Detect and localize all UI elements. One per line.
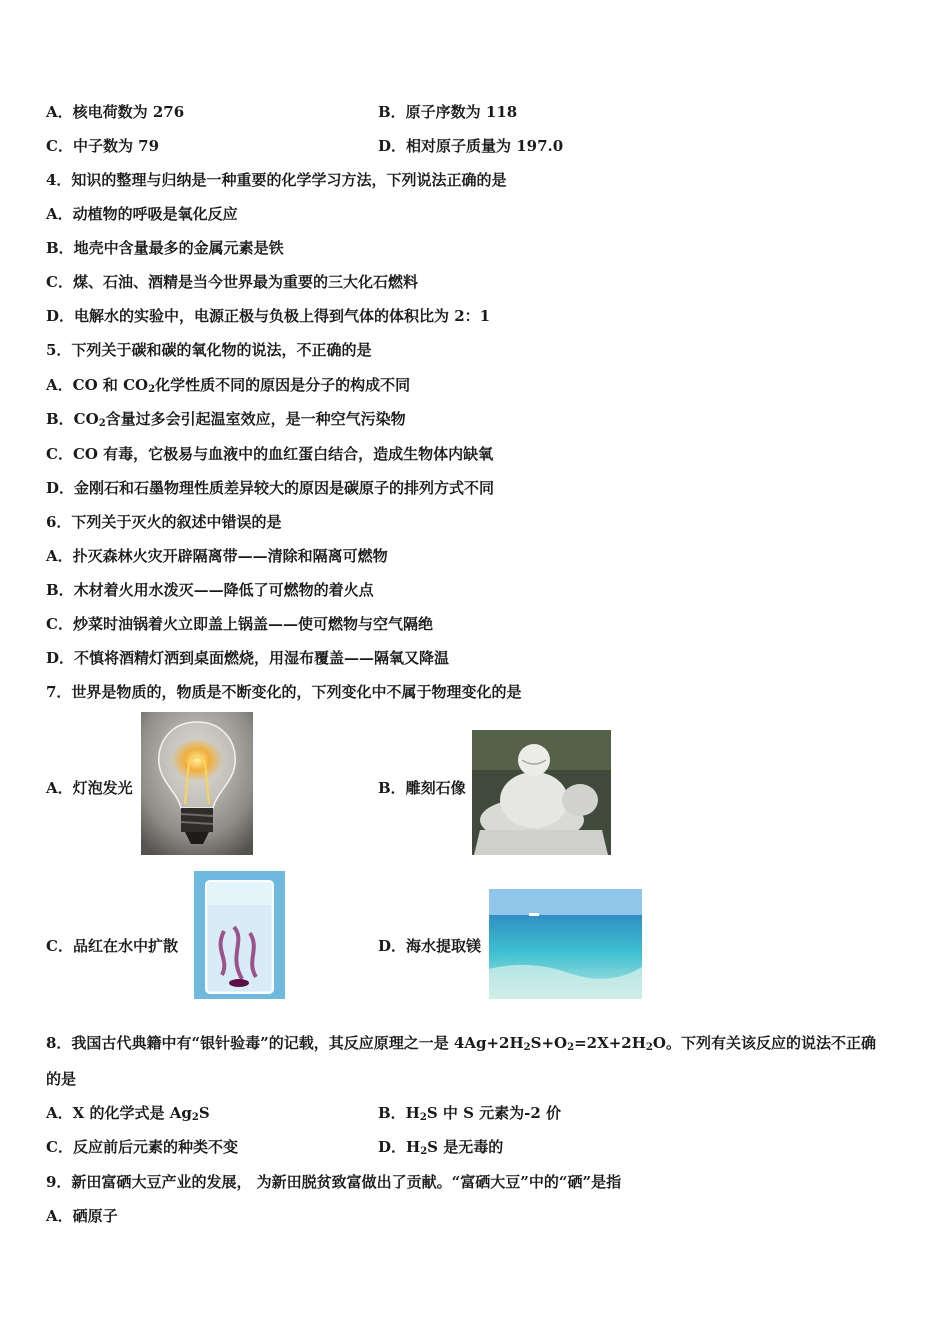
q3-option-a: A．核电荷数为 276 (46, 103, 185, 121)
q8-a-part2: S (198, 1104, 210, 1122)
q6-stem: 6．下列关于灭火的叙述中错误的是 (46, 513, 282, 531)
q8-option-c: C．反应前后元素的种类不变 (46, 1138, 238, 1156)
q8-option-a (46, 1103, 210, 1123)
q5-stem: 5．下列关于碳和碳的氧化物的说法，不正确的是 (46, 341, 372, 359)
q4-option-a: A．动植物的呼吸是氧化反应 (46, 205, 238, 223)
q9-stem: 9．新田富硒大豆产业的发展， 为新田脱贫致富做出了贡献。“富硒大豆”中的“硒”是指 (46, 1173, 622, 1191)
dye-diffusing-in-beaker-image (194, 871, 285, 999)
q8-b-part1: B．H (378, 1104, 420, 1122)
q6-option-b: B．木材着火用水泼灭——降低了可燃物的着火点 (46, 581, 374, 599)
q8-sub-h2s: 2 (523, 1042, 531, 1053)
q8-sub-o2: 2 (567, 1042, 575, 1053)
q8-stem-part2: S+O (530, 1034, 568, 1052)
q3-option-b: B．原子序数为 118 (378, 103, 518, 121)
q5-a-part2: 化学性质不同的原因是分子的构成不同 (155, 376, 411, 394)
q4-option-d: D．电解水的实验中，电源正极与负极上得到气体的体积比为 2：1 (46, 307, 491, 325)
q8-sub-h2o: 2 (645, 1042, 653, 1053)
q7-option-a: A．灯泡发光 (46, 779, 133, 797)
q6-option-d: D．不慎将酒精灯洒到桌面燃烧，用湿布覆盖——隔氧又降温 (46, 649, 450, 667)
q8-stem-part3: =2X+2H (574, 1034, 646, 1052)
q8-b-part2: S 中 S 元素为-2 价 (426, 1104, 562, 1122)
q4-option-b: B．地壳中含量最多的金属元素是铁 (46, 239, 284, 257)
q5-a-sub: 2 (148, 384, 156, 395)
q5-b-sub: 2 (98, 418, 106, 429)
q6-option-c: C．炒菜时油锅着火立即盖上锅盖——使可燃物与空气隔绝 (46, 615, 433, 633)
q6-option-a: A．扑灭森林火灾开辟隔离带——清除和隔离可燃物 (46, 547, 388, 565)
q8-stem-continued: 的是 (46, 1070, 77, 1088)
q5-option-b (46, 409, 406, 429)
q5-option-a (46, 375, 410, 395)
q5-option-d: D．金刚石和石墨物理性质差异较大的原因是碳原子的排列方式不同 (46, 479, 495, 497)
light-bulb-image (141, 712, 253, 855)
q8-d-part2: S 是无毒的 (427, 1138, 504, 1156)
q7-option-d: D．海水提取镁 (378, 937, 482, 955)
stone-buddha-statue-image (472, 730, 611, 855)
q7-stem: 7．世界是物质的，物质是不断变化的，下列变化中不属于物理变化的是 (46, 683, 522, 701)
q8-b-sub: 2 (419, 1112, 427, 1123)
q8-stem-part4: O。下列有关该反应的说法不正确 (652, 1034, 876, 1052)
q8-a-sub: 2 (191, 1112, 199, 1123)
q8-a-part1: A．X 的化学式是 Ag (46, 1104, 192, 1122)
q5-a-part1: A．CO 和 CO (46, 376, 149, 394)
q3-option-d: D．相对原子质量为 197.0 (378, 137, 564, 155)
q3-option-c: C．中子数为 79 (46, 137, 160, 155)
q9-option-a: A．硒原子 (46, 1207, 118, 1225)
q8-option-b (378, 1103, 561, 1123)
q4-stem: 4．知识的整理与归纳是一种重要的化学学习方法，下列说法正确的是 (46, 171, 507, 189)
q8-d-part1: D．H (378, 1138, 421, 1156)
q4-option-c: C．煤、石油、酒精是当今世界最为重要的三大化石燃料 (46, 273, 418, 291)
q5-option-c: C．CO 有毒，它极易与血液中的血红蛋白结合，造成生物体内缺氧 (46, 445, 494, 463)
q8-option-d (378, 1137, 503, 1157)
q8-d-sub: 2 (420, 1146, 428, 1157)
seawater-beach-image (489, 889, 642, 999)
q7-option-b: B．雕刻石像 (378, 779, 466, 797)
q8-stem-part1: 8．我国古代典籍中有“银针验毒”的记载，其反应原理之一是 4Ag+2H (46, 1034, 524, 1052)
q8-stem (46, 1033, 876, 1053)
q5-b-part1: B．CO (46, 410, 99, 428)
q7-option-c: C．品红在水中扩散 (46, 937, 178, 955)
q5-b-part2: 含量过多会引起温室效应，是一种空气污染物 (105, 410, 406, 428)
